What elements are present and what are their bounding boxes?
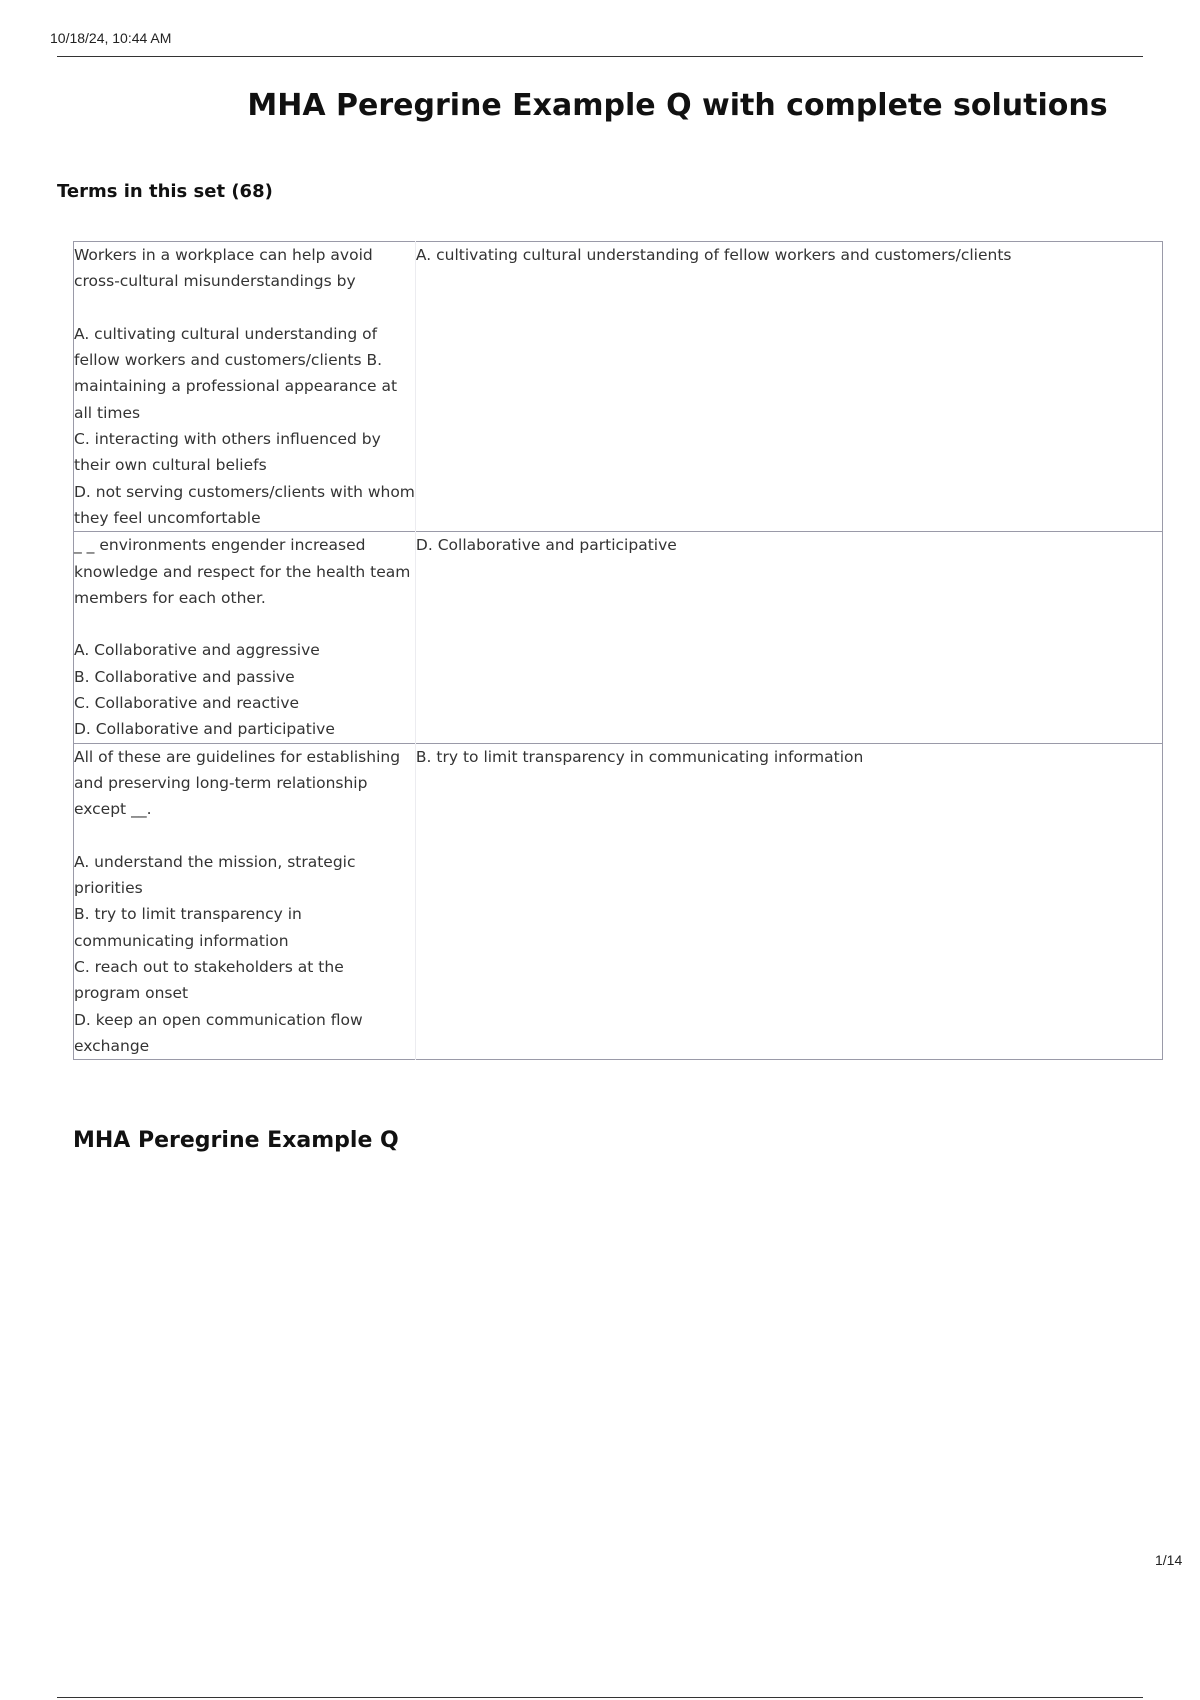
flashcard-row: [74, 242, 1163, 532]
page-number: 1/14: [1155, 1552, 1183, 1568]
flashcard-definition: D. Collaborative and participative: [415, 532, 1162, 743]
term-line: B. Collaborative and passive: [74, 667, 295, 686]
term-line: C. reach out to stakeholders at the: [74, 958, 344, 977]
flashcard-table: [73, 241, 1163, 1060]
print-timestamp: 10/18/24, 10:44 AM: [50, 30, 172, 46]
term-line: maintaining a professional appearance at: [74, 377, 398, 396]
term-line: A. understand the mission, strategic: [74, 852, 356, 871]
term-line: program onset: [74, 984, 189, 1003]
term-line: B. try to limit transparency in: [74, 905, 302, 924]
document-title: MHA Peregrine Example Q with complete solutions: [247, 88, 1108, 123]
flashcard-term: [74, 743, 416, 1060]
section-heading: MHA Peregrine Example Q: [73, 1128, 399, 1153]
term-line: All of these are guidelines for establishing: [74, 747, 401, 766]
term-line: cross-cultural misunderstandings by: [74, 272, 356, 291]
term-line: D. not serving customers/clients with whom: [74, 482, 415, 501]
term-line: Workers in a workplace can help avoid: [74, 246, 373, 264]
term-line: all times: [74, 403, 141, 422]
term-line: communicating information: [74, 931, 289, 950]
flashcard-definition: A. cultivating cultural understanding of fellow workers and customers/clients: [415, 246, 1012, 264]
term-line: knowledge and respect for the health team: [74, 562, 411, 581]
flashcard-term: [74, 242, 416, 532]
flashcard-definition: B. try to limit transparency in communicating information: [415, 743, 1162, 1060]
term-line: their own cultural beliefs: [74, 456, 267, 475]
term-line: members for each other.: [74, 588, 266, 607]
bottom-divider: [57, 1697, 1143, 1698]
blank-line: [74, 823, 415, 849]
term-line: D. Collaborative and participative: [74, 720, 335, 739]
term-line: _ _ environments engender increased: [74, 536, 366, 555]
term-line: priorities: [74, 879, 143, 898]
term-line: exchange: [74, 1036, 150, 1055]
blank-line: [74, 611, 415, 637]
flashcard-row: [74, 743, 1163, 1060]
term-line: and preserving long-term relationship: [74, 773, 368, 792]
term-line: except __.: [74, 800, 152, 819]
term-line: they feel uncomfortable: [74, 508, 261, 527]
blank-line: [74, 295, 415, 321]
term-line: D. keep an open communication flow: [74, 1010, 363, 1029]
top-divider: [57, 56, 1143, 57]
flashcard-row: [74, 532, 1163, 743]
term-line: A. Collaborative and aggressive: [74, 641, 320, 660]
flashcard-term: [74, 532, 416, 743]
term-line: fellow workers and customers/clients B.: [74, 351, 383, 370]
terms-count: Terms in this set (68): [57, 181, 273, 202]
term-line: C. interacting with others influenced by: [74, 430, 381, 449]
term-line: A. cultivating cultural understanding of: [74, 324, 378, 343]
term-line: C. Collaborative and reactive: [74, 694, 300, 713]
